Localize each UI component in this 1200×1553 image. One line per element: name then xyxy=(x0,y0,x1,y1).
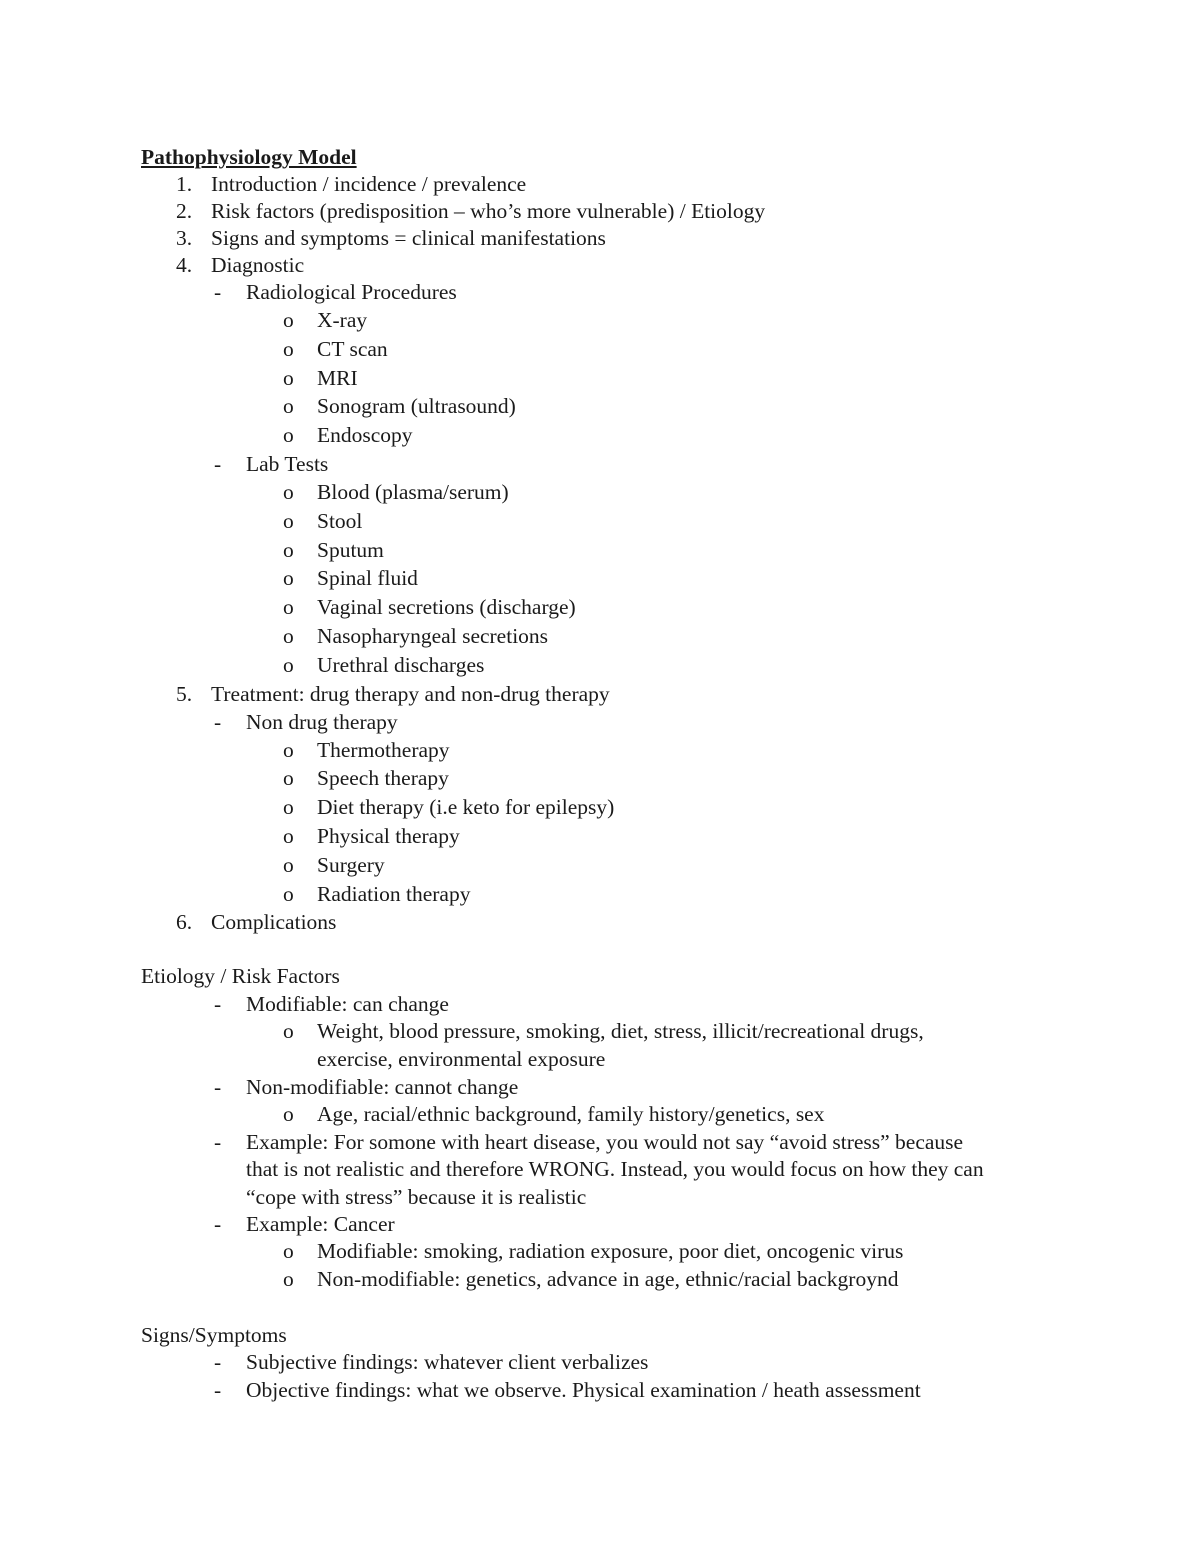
list-item: Endoscopy xyxy=(317,423,413,447)
page-title: Pathophysiology Model xyxy=(141,145,357,169)
list-item: Example: For somone with heart disease, you would not say “avoid stress” because xyxy=(246,1130,964,1154)
list-item: Treatment: drug therapy and non-drug therapy xyxy=(211,682,610,706)
list-item: Signs and symptoms = clinical manifestations xyxy=(211,226,606,250)
list-item: Modifiable: can change xyxy=(246,992,449,1016)
dash-bullet: - xyxy=(214,1075,222,1099)
list-item: Nasopharyngeal secretions xyxy=(317,624,549,648)
list-item: Diet therapy (i.e keto for epilepsy) xyxy=(317,795,615,819)
circle-bullet: o xyxy=(283,738,294,762)
list-item: Subjective findings: whatever client verbalizes xyxy=(246,1350,649,1374)
list-item: Introduction / incidence / prevalence xyxy=(211,172,527,196)
circle-bullet: o xyxy=(283,366,294,390)
list-number: 1. xyxy=(176,172,193,196)
list-item: Vaginal secretions (discharge) xyxy=(317,595,576,619)
circle-bullet: o xyxy=(283,308,294,332)
list-item: Example: Cancer xyxy=(246,1212,395,1236)
section-heading-etiology: Etiology / Risk Factors xyxy=(141,964,340,988)
list-item-continuation: “cope with stress” because it is realistic xyxy=(246,1185,587,1209)
circle-bullet: o xyxy=(283,766,294,790)
circle-bullet: o xyxy=(283,480,294,504)
circle-bullet: o xyxy=(283,423,294,447)
dash-bullet: - xyxy=(214,1212,222,1236)
list-item: Radiation therapy xyxy=(317,882,471,906)
list-item: Risk factors (predisposition – who’s more vulnerable) / Etiology xyxy=(211,199,766,223)
list-item: Age, racial/ethnic background, family history/genetics, sex xyxy=(317,1102,825,1126)
list-item: Lab Tests xyxy=(246,452,329,476)
circle-bullet: o xyxy=(283,1267,294,1291)
list-item: Non drug therapy xyxy=(246,710,398,734)
list-number: 2. xyxy=(176,199,193,223)
list-item: Diagnostic xyxy=(211,253,305,277)
circle-bullet: o xyxy=(283,624,294,648)
list-item: Spinal fluid xyxy=(317,566,418,590)
circle-bullet: o xyxy=(283,653,294,677)
list-item: Radiological Procedures xyxy=(246,280,457,304)
list-item: Complications xyxy=(211,910,337,934)
dash-bullet: - xyxy=(214,1130,222,1154)
list-item: Thermotherapy xyxy=(317,738,450,762)
circle-bullet: o xyxy=(283,1019,294,1043)
list-item: Urethral discharges xyxy=(317,653,485,677)
section-heading-signs: Signs/Symptoms xyxy=(141,1323,287,1347)
list-item: Sputum xyxy=(317,538,384,562)
circle-bullet: o xyxy=(283,882,294,906)
circle-bullet: o xyxy=(283,394,294,418)
list-item: Speech therapy xyxy=(317,766,449,790)
list-item: Stool xyxy=(317,509,363,533)
circle-bullet: o xyxy=(283,337,294,361)
list-item: Surgery xyxy=(317,853,385,877)
circle-bullet: o xyxy=(283,1239,294,1263)
list-item: Non-modifiable: genetics, advance in age, ethnic/racial backgroynd xyxy=(317,1267,899,1291)
list-item: CT scan xyxy=(317,337,388,361)
list-item: MRI xyxy=(317,366,358,390)
circle-bullet: o xyxy=(283,538,294,562)
list-number: 6. xyxy=(176,910,193,934)
dash-bullet: - xyxy=(214,992,222,1016)
list-item: X-ray xyxy=(317,308,368,332)
dash-bullet: - xyxy=(214,710,222,734)
list-item: Objective findings: what we observe. Physical examination / heath assessment xyxy=(246,1378,921,1402)
list-item: Weight, blood pressure, smoking, diet, stress, illicit/recreational drugs, xyxy=(317,1019,924,1043)
circle-bullet: o xyxy=(283,824,294,848)
dash-bullet: - xyxy=(214,452,222,476)
list-item: Non-modifiable: cannot change xyxy=(246,1075,519,1099)
list-item: Physical therapy xyxy=(317,824,460,848)
list-item-continuation: exercise, environmental exposure xyxy=(317,1047,606,1071)
list-item-continuation: that is not realistic and therefore WRONG. Instead, you would focus on how they can xyxy=(246,1157,984,1181)
dash-bullet: - xyxy=(214,1350,222,1374)
list-item: Blood (plasma/serum) xyxy=(317,480,509,504)
circle-bullet: o xyxy=(283,509,294,533)
circle-bullet: o xyxy=(283,853,294,877)
list-number: 5. xyxy=(176,682,193,706)
dash-bullet: - xyxy=(214,1378,222,1402)
circle-bullet: o xyxy=(283,566,294,590)
circle-bullet: o xyxy=(283,795,294,819)
list-item: Modifiable: smoking, radiation exposure, poor diet, oncogenic virus xyxy=(317,1239,904,1263)
list-item: Sonogram (ultrasound) xyxy=(317,394,516,418)
list-number: 4. xyxy=(176,253,193,277)
circle-bullet: o xyxy=(283,1102,294,1126)
dash-bullet: - xyxy=(214,280,222,304)
list-number: 3. xyxy=(176,226,193,250)
circle-bullet: o xyxy=(283,595,294,619)
